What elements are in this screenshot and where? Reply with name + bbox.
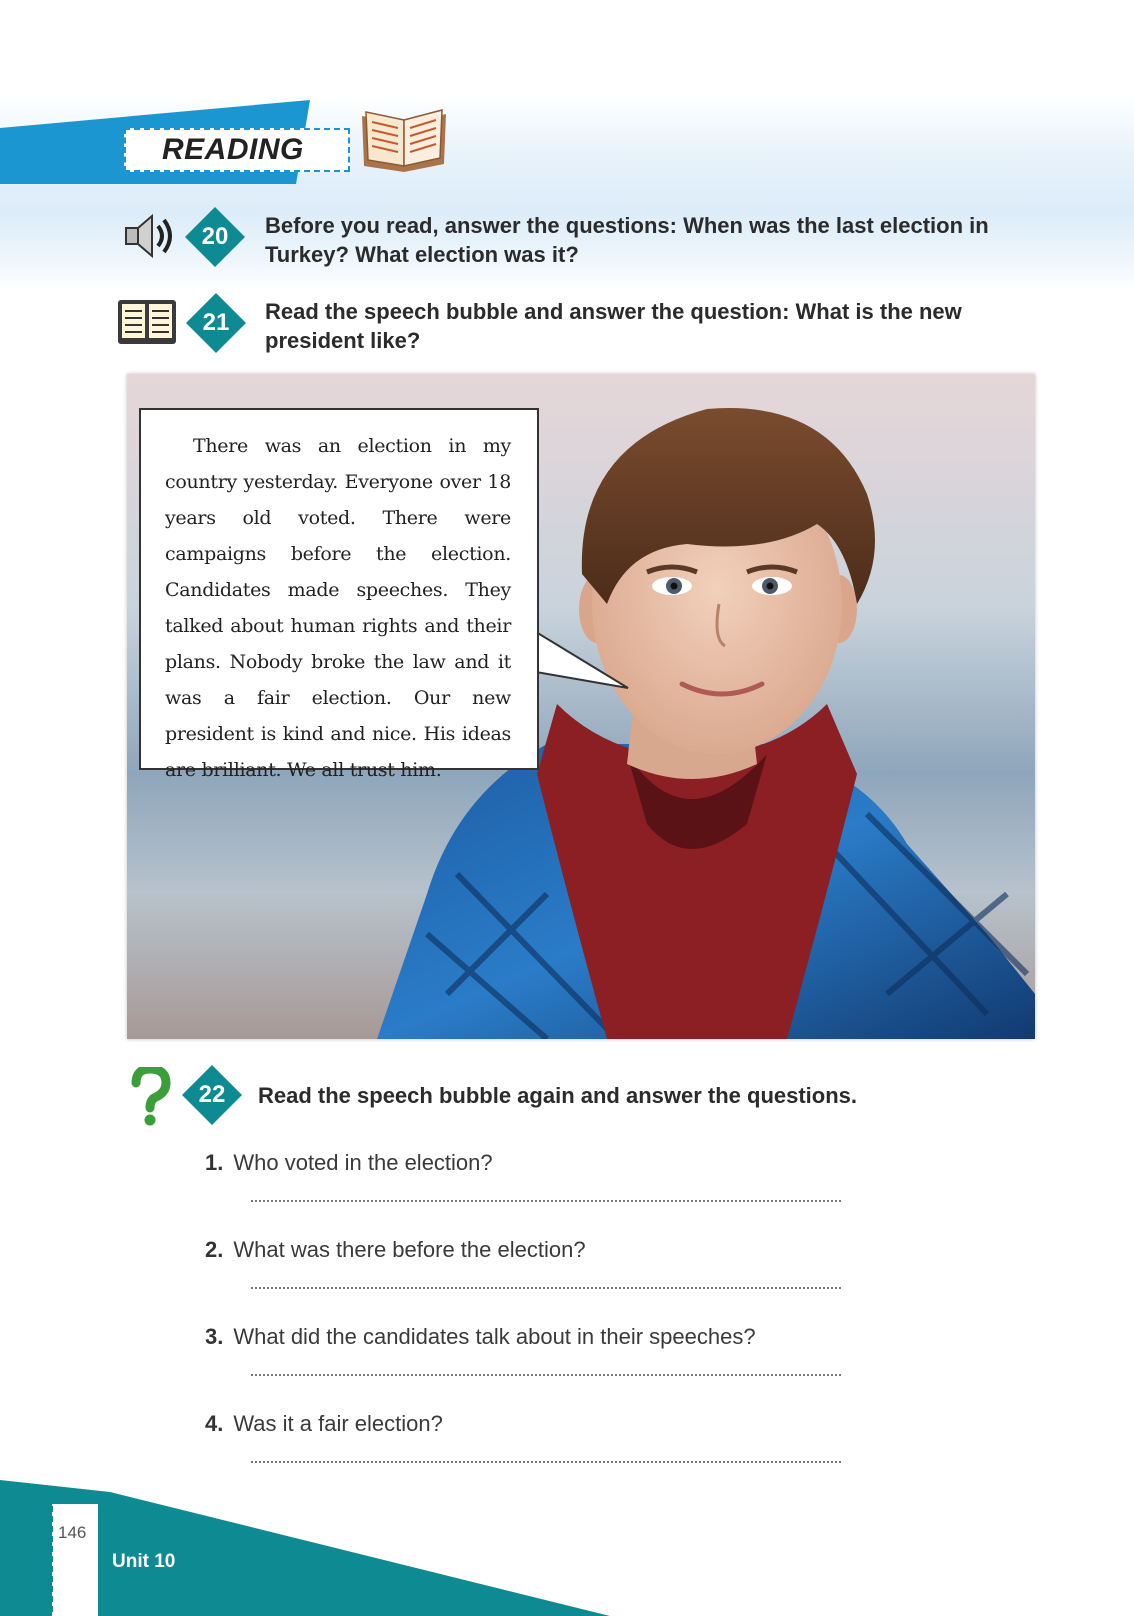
task-20-number: 20 bbox=[201, 223, 229, 250]
question-label: What did the candidates talk about in their speeches? bbox=[233, 1324, 756, 1349]
speech-bubble-tail bbox=[536, 630, 636, 710]
task-22-number: 22 bbox=[198, 1081, 226, 1108]
question-list bbox=[205, 1150, 845, 1498]
page-number: 146 bbox=[58, 1523, 87, 1542]
answer-line[interactable] bbox=[251, 1374, 841, 1376]
question-mark-icon bbox=[128, 1067, 172, 1127]
answer-line[interactable] bbox=[251, 1200, 841, 1202]
section-title: READING bbox=[162, 133, 304, 166]
answer-line[interactable] bbox=[251, 1461, 841, 1463]
speech-bubble-text: There was an election in my country yesterday. Everyone over 18 years old voted. There were campaigns before the election. Candidates made speeches. They talked about human rights and their plans. Nobody broke the law and it was a fair election. Our new president is kind and nice. His ideas are brilliant. We all trust him. bbox=[165, 435, 511, 781]
question-text bbox=[205, 1411, 443, 1437]
footer-band bbox=[0, 1478, 1134, 1616]
question-item bbox=[205, 1324, 845, 1411]
task-22-instruction: Read the speech bubble again and answer the questions. bbox=[258, 1083, 858, 1108]
question-number: 1. bbox=[205, 1150, 224, 1175]
question-label: Was it a fair election? bbox=[233, 1411, 443, 1436]
question-item bbox=[205, 1237, 845, 1324]
question-text bbox=[205, 1237, 586, 1263]
task-21-instruction: Read the speech bubble and answer the question: What is the new president like? bbox=[265, 299, 962, 353]
question-text bbox=[205, 1150, 493, 1176]
question-number: 4. bbox=[205, 1411, 224, 1436]
question-label: Who voted in the election? bbox=[233, 1150, 493, 1175]
question-number: 3. bbox=[205, 1324, 224, 1349]
unit-label: Unit 10 bbox=[112, 1551, 176, 1572]
task-21-number: 21 bbox=[202, 309, 230, 336]
question-text bbox=[205, 1324, 756, 1350]
answer-line[interactable] bbox=[251, 1287, 841, 1289]
open-book-icon bbox=[116, 298, 178, 346]
speaker-icon[interactable] bbox=[122, 212, 178, 260]
speech-bubble bbox=[139, 408, 539, 781]
question-label: What was there before the election? bbox=[233, 1237, 586, 1262]
task-20-instruction: Before you read, answer the questions: When was the last election in Turkey? What election was it? bbox=[265, 213, 989, 267]
question-item bbox=[205, 1150, 845, 1237]
question-number: 2. bbox=[205, 1237, 224, 1262]
open-book-illustration bbox=[358, 106, 450, 174]
reading-section-header bbox=[124, 128, 350, 172]
